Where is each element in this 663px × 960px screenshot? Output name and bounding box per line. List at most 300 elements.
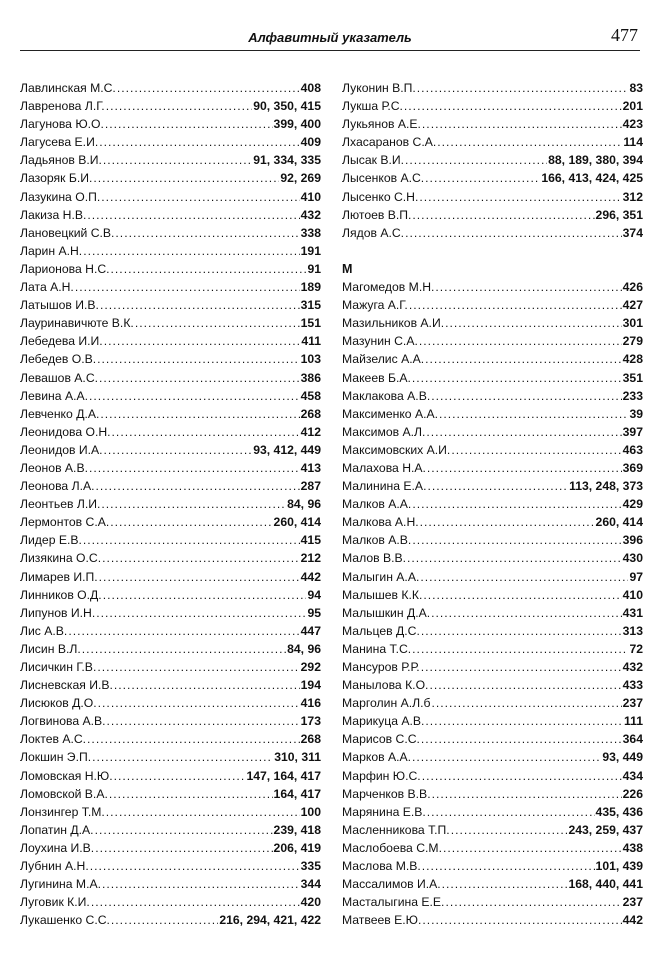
author-name: Леонидова О.Н.: [20, 424, 111, 439]
page-references: 268: [300, 732, 321, 747]
dot-leader: [419, 188, 621, 206]
page-references: 386: [300, 370, 321, 385]
page-references: 101, 439: [595, 859, 643, 874]
dot-leader: [442, 875, 568, 893]
page-references: 447: [300, 623, 321, 638]
page-references: 233: [622, 388, 643, 403]
index-entry: [20, 206, 321, 224]
author-name: Малков А.А.: [342, 497, 412, 512]
index-entry: [342, 785, 643, 803]
dot-leader: [82, 640, 286, 658]
dot-leader: [68, 622, 299, 640]
author-name: Манылова К.О.: [342, 678, 429, 693]
page-references: 438: [622, 840, 643, 855]
page-references: 287: [300, 479, 321, 494]
dot-leader: [412, 206, 594, 224]
index-entry: [342, 459, 643, 477]
author-name: Малыгин А.А.: [342, 569, 420, 584]
author-name: Лукашенко С.С.: [20, 913, 110, 928]
author-name: Лысенков А.С.: [342, 171, 425, 186]
dot-leader: [102, 875, 300, 893]
dot-leader: [92, 748, 273, 766]
dot-leader: [89, 387, 300, 405]
dot-leader: [443, 839, 622, 857]
dot-leader: [429, 676, 621, 694]
page-references: 396: [622, 533, 643, 548]
page-number: 477: [611, 25, 638, 45]
author-name: Максимовских А.И.: [342, 442, 451, 457]
dot-leader: [445, 893, 621, 911]
dot-leader: [97, 350, 300, 368]
index-entry: [342, 387, 643, 405]
page-references: 83: [629, 81, 643, 95]
dot-leader: [105, 115, 273, 133]
page-references: 191: [300, 243, 321, 258]
index-entry: [20, 405, 321, 423]
page-references: 430: [622, 551, 643, 566]
author-name: Ларионова Н.С.: [20, 261, 110, 276]
page-references: 92, 269: [280, 171, 321, 186]
author-name: Липунов И.Н.: [20, 605, 96, 620]
page-references: 189: [300, 280, 321, 295]
dot-leader: [412, 369, 622, 387]
dot-leader: [87, 206, 299, 224]
dot-leader: [104, 332, 301, 350]
index-entry: [20, 296, 321, 314]
index-entry: [20, 459, 321, 477]
dot-leader: [112, 423, 300, 441]
author-name: Максимов А.Л.: [342, 424, 426, 439]
author-name: Лубнин А.Н.: [20, 859, 89, 874]
index-entry: [342, 622, 643, 640]
index-entry: [20, 875, 321, 893]
running-header: [20, 22, 640, 51]
dot-leader: [431, 694, 621, 712]
author-name: Леонтьев Л.И.: [20, 497, 101, 512]
index-entry: [342, 712, 643, 730]
author-name: Лавренова Л.Г.: [20, 99, 105, 114]
index-entry: [342, 278, 643, 296]
page-references: 279: [622, 334, 643, 349]
author-name: Малышкин Д.А.: [342, 605, 431, 620]
page-references: 411: [301, 334, 321, 349]
dot-leader: [83, 242, 299, 260]
page-references: 84, 96: [287, 641, 321, 656]
index-entry: [342, 441, 643, 459]
index-entry: [342, 423, 643, 441]
index-entry: [20, 622, 321, 640]
dot-leader: [96, 604, 306, 622]
author-name: Лермонтов С.А.: [20, 515, 110, 530]
dot-leader: [437, 133, 622, 151]
page-references: 374: [622, 225, 643, 240]
dot-leader: [97, 658, 299, 676]
index-entry: [20, 278, 321, 296]
page-references: 237: [622, 895, 643, 910]
author-name: Линников О.Д.: [20, 587, 102, 602]
index-entry: [20, 169, 321, 187]
dot-leader: [107, 712, 300, 730]
index-entry: [20, 369, 321, 387]
dot-leader: [95, 477, 299, 495]
dot-leader: [427, 477, 568, 495]
page-references: 410: [622, 587, 643, 602]
author-name: Лагунова Ю.О.: [20, 117, 104, 132]
page-references: 151: [300, 316, 321, 331]
page-references: 216, 294, 421, 422: [219, 913, 321, 928]
index-entry: [342, 604, 643, 622]
dot-leader: [101, 188, 299, 206]
index-entry: [342, 97, 643, 115]
index-entry: [20, 785, 321, 803]
index-entry: [342, 350, 643, 368]
author-name: Малков А.В.: [342, 533, 412, 548]
page-references: 351: [622, 370, 643, 385]
page-references: 432: [300, 207, 321, 222]
dot-leader: [405, 151, 547, 169]
dot-leader: [407, 549, 622, 567]
index-entry: [20, 97, 321, 115]
index-entry: [20, 730, 321, 748]
index-entry: [20, 658, 321, 676]
author-name: Лисюков Д.О.: [20, 696, 97, 711]
author-name: Ломовской В.А.: [20, 786, 108, 801]
author-name: Луконин В.П.: [342, 81, 416, 95]
author-name: Луговик К.И.: [20, 895, 90, 910]
page-references: 226: [622, 786, 643, 801]
author-name: Маслова М.В.: [342, 859, 421, 874]
author-name: Магомедов М.Н.: [342, 280, 435, 295]
page-references: 427: [622, 298, 643, 313]
page-references: 239, 418: [273, 822, 321, 837]
page-references: 433: [622, 678, 643, 693]
dot-leader: [114, 676, 300, 694]
index-entry: [20, 115, 321, 133]
page-references: 166, 413, 424, 425: [541, 171, 643, 186]
dot-leader: [404, 97, 622, 115]
page-references: 243, 259, 437: [568, 822, 643, 837]
index-entry: [342, 495, 643, 513]
dot-leader: [91, 893, 300, 911]
dot-leader: [135, 314, 300, 332]
page-references: 431: [622, 605, 643, 620]
index-entry: [342, 115, 643, 133]
dot-leader: [425, 712, 623, 730]
index-entry: [20, 224, 321, 242]
author-name: Масталыгина Е.Е.: [342, 895, 445, 910]
author-name: Левина А.А.: [20, 388, 88, 403]
page-references: 409: [300, 135, 321, 150]
author-name: Маклакова А.В.: [342, 388, 431, 403]
page-references: 423: [622, 117, 643, 132]
dot-leader: [100, 296, 300, 314]
index-entry: [20, 188, 321, 206]
index-entry: [342, 369, 643, 387]
author-name: Лонзингер Т.М.: [20, 804, 105, 819]
dot-leader: [117, 79, 300, 97]
page-references: 420: [300, 895, 321, 910]
index-entry: [20, 242, 321, 260]
page-references: 237: [622, 696, 643, 711]
author-name: Лхасаранов С.А.: [342, 135, 437, 150]
dot-leader: [75, 278, 300, 296]
index-entry: [20, 531, 321, 549]
page-references: 310, 311: [274, 750, 321, 765]
dot-leader: [420, 568, 628, 586]
page-references: 312: [622, 189, 643, 204]
index-entry: [342, 477, 643, 495]
author-name: Лисичкин Г.В.: [20, 660, 97, 674]
dot-leader: [425, 350, 622, 368]
index-entry: [342, 549, 643, 567]
index-entry: [342, 658, 643, 676]
author-name: Мазильников А.И.: [342, 316, 445, 331]
page-references: 426: [622, 280, 643, 295]
dot-leader: [432, 785, 622, 803]
index-group-m: [342, 278, 643, 929]
dot-leader: [421, 730, 622, 748]
page-references: 429: [622, 497, 643, 512]
author-name: Лис А.В.: [20, 623, 68, 638]
dot-leader: [83, 531, 300, 549]
dot-leader: [409, 296, 622, 314]
page-references: 97: [629, 569, 643, 584]
author-name: Логвинова А.В.: [20, 714, 106, 729]
author-name: Лысак В.И.: [342, 153, 405, 168]
dot-leader: [98, 694, 300, 712]
index-entry: [20, 133, 321, 151]
page-references: 88, 189, 380, 394: [548, 153, 643, 168]
dot-leader: [110, 513, 272, 531]
dot-leader: [111, 911, 218, 929]
index-column-left: [20, 79, 321, 929]
author-name: Мажуга А.Г.: [342, 298, 408, 313]
dot-leader: [412, 640, 628, 658]
author-name: Левашов А.С.: [20, 370, 99, 385]
dot-leader: [111, 260, 307, 278]
page-references: 344: [300, 877, 321, 892]
page-references: 335: [300, 859, 321, 874]
author-name: Лазоряк Б.И.: [20, 171, 93, 186]
section-letter: М: [342, 261, 353, 276]
index-entry: [20, 260, 321, 278]
dot-leader: [422, 767, 622, 785]
page-references: 408: [300, 81, 321, 95]
page-references: 313: [622, 623, 643, 638]
author-name: Марикуца А.В.: [342, 714, 425, 729]
dot-leader: [104, 441, 253, 459]
index-entry: [342, 169, 643, 187]
index-entry: [342, 730, 643, 748]
page-references: 458: [300, 388, 321, 403]
index-entry: [20, 712, 321, 730]
dot-leader: [106, 803, 300, 821]
author-name: Лопатин Д.А.: [20, 822, 94, 837]
dot-leader: [423, 586, 621, 604]
dot-leader: [419, 332, 622, 350]
author-name: Лата А.Н.: [20, 280, 74, 295]
index-entry: [20, 803, 321, 821]
dot-leader: [439, 405, 628, 423]
author-name: Марянина Е.В.: [342, 804, 426, 819]
running-title: Алфавитный указатель: [248, 30, 412, 45]
page-references: 93, 412, 449: [253, 442, 321, 457]
index-entry: [20, 79, 321, 97]
index-entry: [20, 549, 321, 567]
author-name: Латышов И.В.: [20, 298, 99, 313]
index-entry: [20, 604, 321, 622]
author-name: Майзелис А.А.: [342, 352, 425, 367]
dot-leader: [412, 748, 601, 766]
page-references: 369: [622, 460, 643, 475]
page-references: 94: [307, 587, 321, 602]
page-references: 432: [622, 660, 643, 674]
index-entry: [342, 676, 643, 694]
dot-leader: [431, 604, 622, 622]
index-entry: [20, 821, 321, 839]
author-name: Малкова А.Н.: [342, 515, 419, 530]
page-references: 434: [622, 768, 643, 783]
dot-leader: [421, 658, 622, 676]
author-name: Ларин А.Н.: [20, 243, 83, 258]
index-entry: [20, 495, 321, 513]
dot-leader: [426, 423, 621, 441]
author-name: Марисов С.С.: [342, 732, 420, 747]
index-entry: [342, 568, 643, 586]
index-entry: [342, 188, 643, 206]
dot-leader: [425, 169, 540, 187]
author-name: Масленникова Т.П.: [342, 822, 450, 837]
author-name: Лысенко С.Н.: [342, 189, 419, 204]
dot-leader: [451, 821, 568, 839]
dot-leader: [451, 441, 621, 459]
dot-leader: [431, 387, 621, 405]
author-name: Марфин Ю.С.: [342, 768, 421, 783]
page-references: 91, 334, 335: [253, 153, 321, 168]
page-references: 111: [624, 714, 643, 729]
index-column-right: [342, 79, 643, 929]
index-entry: [20, 640, 321, 658]
author-name: Лебедева И.И.: [20, 334, 103, 349]
index-entry: [20, 586, 321, 604]
page-references: 206, 419: [273, 840, 321, 855]
page-references: 416: [300, 696, 321, 711]
author-name: Лютоев В.П.: [342, 207, 412, 222]
index-entry: [342, 893, 643, 911]
author-name: Лакиза Н.В.: [20, 207, 87, 222]
index-entry: [342, 206, 643, 224]
dot-leader: [422, 857, 595, 875]
index-entry: [342, 224, 643, 242]
index-entry: [342, 133, 643, 151]
dot-leader: [427, 803, 595, 821]
author-name: Ломовская Н.Ю.: [20, 768, 113, 783]
page-references: 301: [622, 316, 643, 331]
page-references: 114: [623, 135, 643, 150]
dot-leader: [102, 549, 300, 567]
index-entry: [342, 332, 643, 350]
author-name: Малов В.В.: [342, 551, 406, 566]
index-entry: [20, 767, 321, 785]
author-name: Марченков В.В.: [342, 786, 431, 801]
author-name: Лядов А.С.: [342, 225, 405, 240]
index-entry: [342, 911, 643, 929]
index-entry: [20, 748, 321, 766]
index-entry: [342, 79, 643, 97]
dot-leader: [435, 278, 621, 296]
index-entry: [20, 568, 321, 586]
dot-leader: [100, 405, 299, 423]
page-references: 364: [622, 732, 643, 747]
author-name: Малышев К.К.: [342, 587, 423, 602]
page-references: 164, 417: [273, 786, 321, 801]
dot-leader: [95, 839, 272, 857]
index-entry: [342, 405, 643, 423]
index-entry: [20, 441, 321, 459]
author-name: Марков А.А.: [342, 750, 411, 765]
page-references: 194: [300, 678, 321, 693]
index-entry: [342, 821, 643, 839]
dot-leader: [422, 911, 621, 929]
dot-leader: [114, 767, 246, 785]
dot-leader: [93, 169, 279, 187]
author-name: Малахова Н.А.: [342, 460, 426, 475]
index-entry: [342, 586, 643, 604]
index-entry: [342, 151, 643, 169]
page-references: 91: [307, 261, 321, 276]
page-references: 100: [300, 804, 321, 819]
dot-leader: [99, 568, 300, 586]
author-name: Лановецкий С.В.: [20, 225, 115, 240]
index-entry: [342, 857, 643, 875]
dot-leader: [420, 513, 595, 531]
page-references: 39: [629, 406, 643, 421]
author-name: Лоухина И.В.: [20, 840, 95, 855]
author-name: Левченко Д.А.: [20, 406, 100, 421]
dot-leader: [412, 495, 621, 513]
author-name: Марголин А.Л.б: [342, 696, 431, 711]
index-entry: [342, 640, 643, 658]
author-name: Лизякина О.С.: [20, 551, 102, 566]
index-entry: [20, 694, 321, 712]
author-name: Мазунин С.А.: [342, 334, 418, 349]
author-name: Лауринавичюте В.К.: [20, 316, 134, 331]
dot-leader: [445, 314, 622, 332]
page-references: 260, 414: [595, 515, 643, 530]
dot-leader: [417, 79, 629, 97]
page-references: 173: [300, 714, 321, 729]
dot-leader: [89, 459, 300, 477]
index-entry: [342, 531, 643, 549]
author-name: Лукша Р.С.: [342, 99, 403, 114]
dot-leader: [101, 495, 286, 513]
dot-leader: [109, 785, 273, 803]
page-references: 428: [622, 352, 643, 367]
author-name: Лагусева Е.И.: [20, 135, 99, 150]
index-entry: [342, 875, 643, 893]
dot-leader: [405, 224, 622, 242]
index-entry: [20, 513, 321, 531]
index-entry: [342, 839, 643, 857]
author-name: Массалимов И.А.: [342, 877, 441, 892]
author-name: Маслобоева С.М.: [342, 840, 442, 855]
author-name: Лисин В.Л.: [20, 641, 81, 656]
page-references: 93, 449: [602, 750, 643, 765]
index-entry: [20, 423, 321, 441]
author-name: Лисневская И.В.: [20, 678, 113, 693]
page-references: 90, 350, 415: [253, 99, 321, 114]
author-name: Максименко А.А.: [342, 406, 438, 421]
